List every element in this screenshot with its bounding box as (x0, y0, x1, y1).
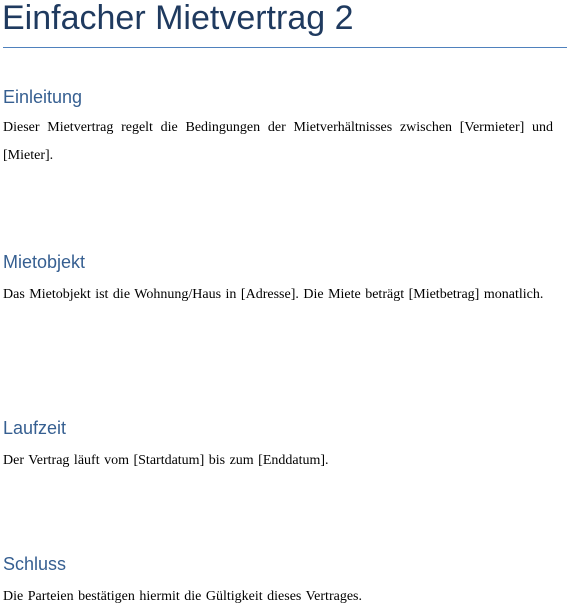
section-body-schluss: Die Parteien bestätigen hiermit die Gültigkeit dieses Vertrages. (3, 589, 362, 604)
section-body-mietobjekt: Das Mietobjekt ist die Wohnung/Haus in [Adresse]. Die Miete beträgt [Mietbetrag] monatlich. (3, 287, 544, 302)
section-body-laufzeit: Der Vertrag läuft vom [Startdatum] bis zum [Enddatum]. (3, 453, 329, 468)
section-heading-schluss: Schluss (3, 554, 67, 574)
document-title: Einfacher Mietvertrag 2 (2, 0, 354, 37)
section-heading-mietobjekt: Mietobjekt (3, 252, 86, 272)
section-heading-laufzeit: Laufzeit (3, 418, 67, 438)
section-heading-einleitung: Einleitung (3, 87, 83, 107)
section-body-einleitung: Dieser Mietvertrag regelt die Bedingungen der Mietverhältnisses zwischen [Vermieter] und [Mieter]. (3, 120, 553, 163)
title-divider (3, 47, 567, 48)
